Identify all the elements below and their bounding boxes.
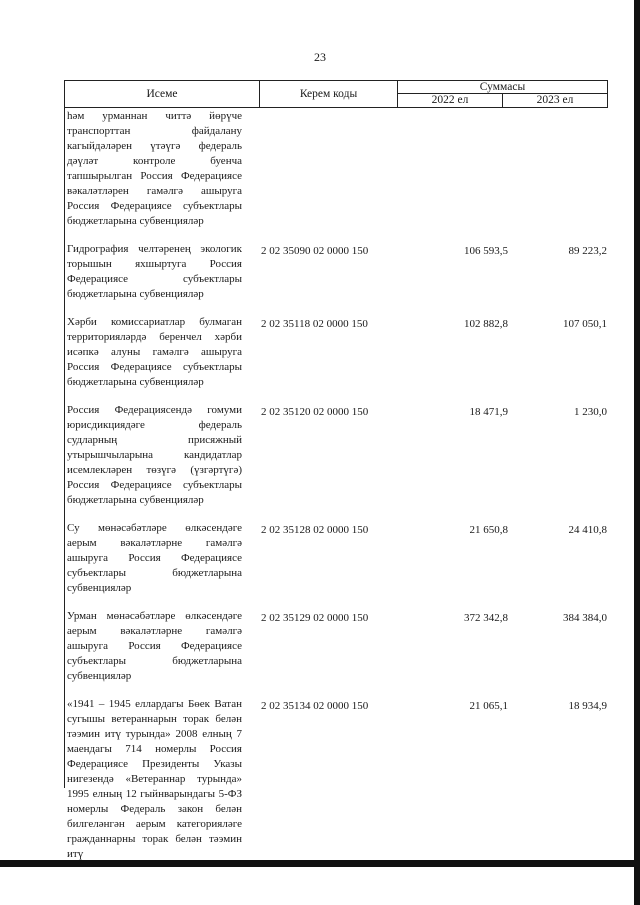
row-value-2022: 21 065,1	[469, 700, 508, 712]
row-value-2022: 106 593,5	[464, 245, 508, 257]
table-row	[64, 521, 608, 596]
table-row	[64, 403, 608, 508]
row-value-2023: 18 934,9	[568, 700, 607, 712]
header-sums: Суммасы	[398, 81, 607, 94]
row-code: 2 02 35134 02 0000 150	[261, 700, 369, 712]
row-name: «1941 – 1945 еллардагы Бөек Ватан сугышы ветераннарын торак белән тәэмин итү турында» 2008 елның 7 маендагы 714 номерлы Россия Федерациясе Президенты Указы нигезендә «Ветераннар турында» 1995 елның 12 гыйнварындагы 5-ФЗ номерлы Федераль закон белән билгеләнгән аерым категорияләге гражданнарны торак белән тәэмин итү	[67, 698, 242, 860]
table-row	[64, 109, 608, 229]
row-code: 2 02 35120 02 0000 150	[261, 406, 369, 418]
header-year-2022: 2022 ел	[398, 94, 503, 107]
row-value-2023: 384 384,0	[563, 612, 607, 624]
table-header	[64, 80, 608, 108]
row-name: Россия Федерациясендә гомуми юрисдикциядәге федераль судларның присяжный утырышчыларына кандидатлар исемлекләрен төзүгә (үзгәртүгә) Россия Федерациясе субъектлары бюджетларына субвенцияләр	[67, 404, 242, 506]
row-code: 2 02 35129 02 0000 150	[261, 612, 369, 624]
row-name: Урман мөнәсәбәтләре өлкәсендәге аерым вәкаләтләрне гамәлгә ашыруга Россия Федерациясе субъектлары бюджетларына субвенцияләр	[67, 610, 242, 682]
table-row	[64, 609, 608, 684]
header-year-2023: 2023 ел	[536, 94, 574, 106]
row-value-2022: 372 342,8	[464, 612, 508, 624]
page-number: 23	[314, 50, 326, 64]
header-name: Исеме	[65, 81, 260, 107]
row-value-2022: 102 882,8	[464, 318, 508, 330]
row-name: һәм урманнан читтә йөрүче транспорттан файдалану кагыйдәләрен үтәүгә федераль дәүләт контроле буенча тапшырылган Россия Федерациясе вәкаләтләрен гамәлгә ашыруга Россия Федерациясе субъектлары бюджетларына субвенцияләр	[67, 110, 242, 227]
row-value-2023: 1 230,0	[574, 406, 607, 418]
table-row	[64, 242, 608, 302]
row-value-2023: 107 050,1	[563, 318, 607, 330]
table-body	[64, 109, 608, 862]
budget-table	[64, 80, 608, 862]
row-name: Су мөнәсәбәтләре өлкәсендәге аерым вәкаләтләрне гамәлгә ашыруга Россия Федерациясе субъектлары бюджетларына субвенцияләр	[67, 522, 242, 594]
row-code: 2 02 35090 02 0000 150	[261, 245, 369, 257]
row-value-2023: 24 410,8	[568, 524, 607, 536]
row-code: 2 02 35128 02 0000 150	[261, 524, 369, 536]
row-code: 2 02 35118 02 0000 150	[261, 318, 368, 330]
row-value-2023: 89 223,2	[568, 245, 607, 257]
scan-bottom-edge	[0, 860, 640, 867]
row-value-2022: 18 471,9	[469, 406, 508, 418]
header-code: Керем коды	[260, 81, 398, 107]
scan-right-edge	[634, 0, 640, 905]
table-row	[64, 315, 608, 390]
row-name: Хәрби комиссариатлар булмаган территорияләрдә беренчел хәрби исәпкә алуны гамәлгә ашыруга Россия Федерациясе субъектлары бюджетларына субвенцияләр	[67, 316, 242, 388]
row-value-2022: 21 650,8	[469, 524, 508, 536]
row-name: Гидрография челтәренең экологик торышын яхшыртуга Россия Федерациясе субъектлары бюджетларына субвенцияләр	[67, 243, 242, 300]
table-row	[64, 697, 608, 862]
